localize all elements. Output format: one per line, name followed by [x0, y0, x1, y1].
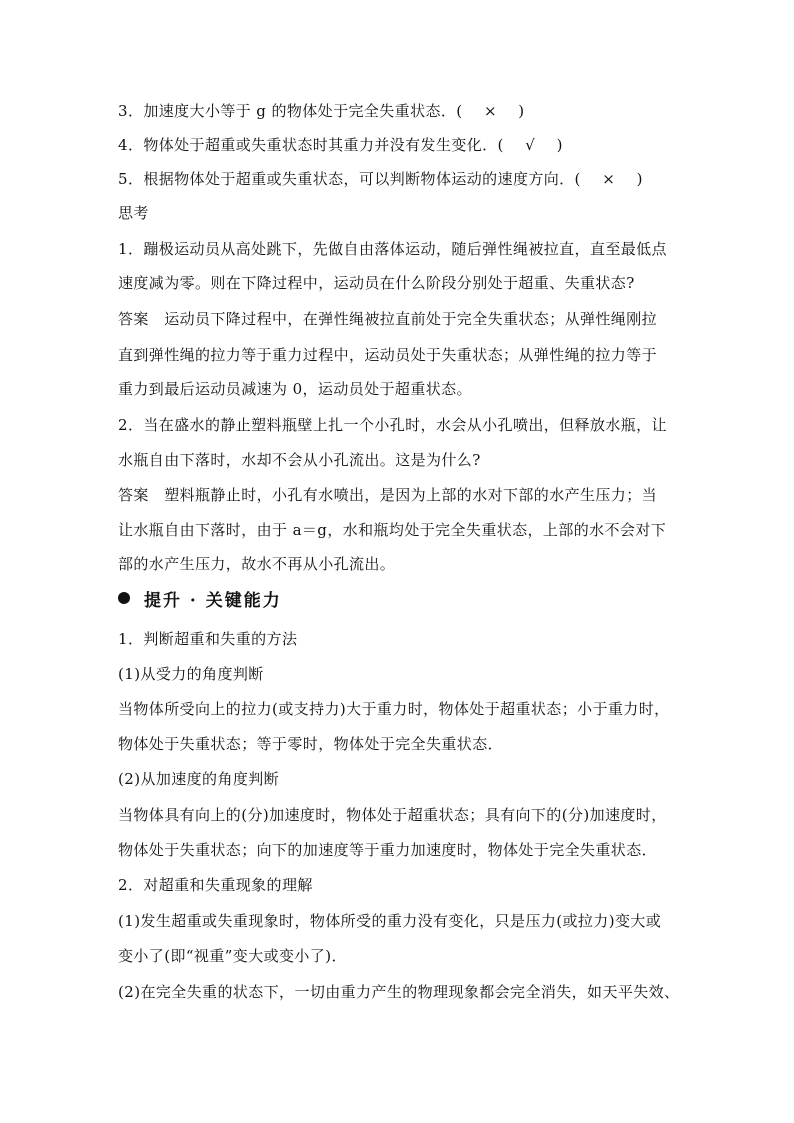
q1-answer-line-1: 答案 运动员下降过程中，在弹性绳被拉直前处于完全失重状态；从弹性绳刚拉: [118, 310, 658, 328]
body-line-7: 物体处于失重状态；向下的加速度等于重力加速度时，物体处于完全失重状态．: [118, 841, 658, 859]
q2-answer-line-3: 部的水产生压力，故水不再从小孔流出。: [118, 555, 396, 573]
body-line-11: (2)在完全失重的状态下，一切由重力产生的物理现象都会完全消失，如天平失效、: [118, 983, 680, 1001]
judgment-end: ): [502, 102, 525, 120]
judgment-item-5: [118, 168, 643, 190]
judgment-text: 5．根据物体处于超重或失重状态，可以判断物体运动的速度方向．(: [118, 170, 597, 188]
body-line-5: (2)从加速度的角度判断: [118, 770, 280, 788]
body-line-1: 1．判断超重和失重的方法: [118, 630, 298, 648]
judgment-end: ): [621, 170, 643, 188]
judgment-text: 3．加速度大小等于 g 的物体处于完全失重状态．(: [118, 102, 478, 120]
q1-line-1: 1．蹦极运动员从高处跳下，先做自由落体运动，随后弹性绳被拉直，直至最低点: [118, 240, 667, 258]
body-line-10: 变小了(即“视重”变大或变小了)．: [118, 947, 347, 965]
judgment-item-4: [118, 134, 563, 156]
q1-answer-line-3: 重力到最后运动员减速为 0，运动员处于超重状态。: [118, 380, 472, 398]
section-heading: [118, 585, 282, 611]
check-mark: √: [525, 136, 536, 154]
body-line-3: 当物体所受向上的拉力(或支持力)大于重力时，物体处于超重状态；小于重力时，: [118, 700, 670, 718]
body-line-8: 2．对超重和失重现象的理解: [118, 876, 313, 894]
cross-mark: ×: [483, 102, 497, 120]
judgment-text: 4．物体处于超重或失重状态时其重力并没有发生变化．(: [118, 136, 520, 154]
body-line-2: (1)从受力的角度判断: [118, 665, 264, 683]
q2-answer-line-2: 让水瓶自由下落时，由于 a＝g，水和瓶均处于完全失重状态，上部的水不会对下: [118, 521, 667, 539]
section-heading-text: 提升 · 关键能力: [144, 590, 282, 611]
bullet-icon: [118, 592, 130, 604]
q2-answer-line-1: 答案 塑料瓶静止时，小孔有水喷出，是因为上部的水对下部的水产生压力；当: [118, 486, 658, 504]
q2-line-1: 2．当在盛水的静止塑料瓶壁上扎一个小孔时，水会从小孔喷出，但释放水瓶，让: [118, 416, 667, 434]
think-label: 思考: [118, 204, 149, 222]
judgment-item-3: [118, 100, 525, 122]
q1-answer-line-2: 直到弹性绳的拉力等于重力过程中，运动员处于失重状态；从弹性绳的拉力等于: [118, 346, 658, 364]
body-line-9: (1)发生超重或失重现象时，物体所受的重力没有变化，只是压力(或拉力)变大或: [118, 912, 662, 930]
q2-line-2: 水瓶自由下落时，水却不会从小孔流出。这是为什么?: [118, 451, 481, 469]
body-line-6: 当物体具有向上的(分)加速度时，物体处于超重状态；具有向下的(分)加速度时，: [118, 806, 667, 824]
q1-line-2: 速度减为零。则在下降过程中，运动员在什么阶段分别处于超重、失重状态?: [118, 274, 635, 292]
judgment-end: ): [541, 136, 563, 154]
body-line-4: 物体处于失重状态；等于零时，物体处于完全失重状态．: [118, 735, 504, 753]
cross-mark: ×: [602, 170, 616, 188]
